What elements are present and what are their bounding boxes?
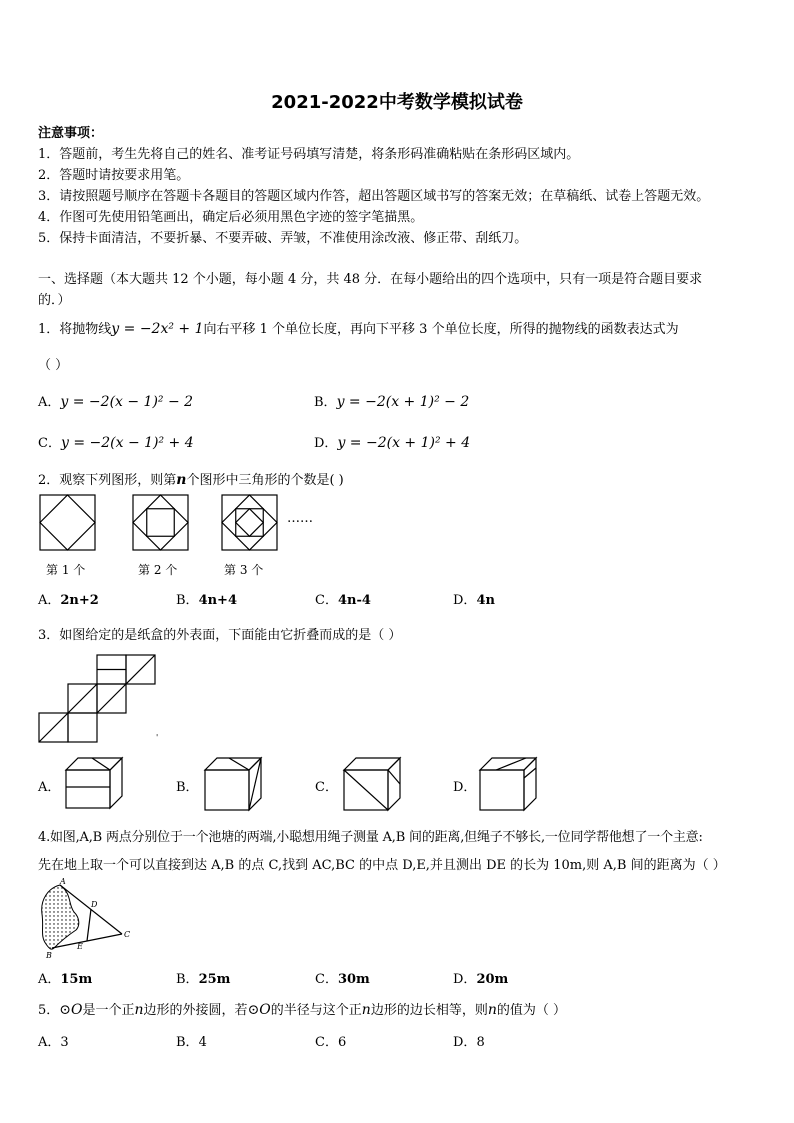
q5-var: n (361, 1002, 371, 1018)
q3-option-c-cube (342, 756, 404, 812)
option-label: A． (38, 1035, 61, 1050)
q2-var: n (176, 472, 187, 488)
q2-option-a[interactable] (38, 589, 99, 608)
option-label: B． (176, 1035, 199, 1050)
option-text: 25m (198, 972, 231, 987)
option-text: y = −2(x − 1)² + 4 (60, 435, 194, 451)
option-text: 4n-4 (337, 593, 371, 608)
question-4-cont: 先在地上取一个可以直接到达 A,B 的点 C,找到 AC,BC 的中点 D,E,并且测出 DE 的长为 10m,则 A,B 间的距离为（ ） (38, 858, 726, 873)
q5-text: 的值为（ ） (496, 1003, 567, 1018)
section-heading: 一、选择题（本大题共 12 个小题，每小题 4 分，共 48 分．在每小题给出的四个选项中，只有一项是符合题目要求 (38, 272, 703, 287)
q1-suffix: 向右平移 1 个单位长度，再向下平移 3 个单位长度，所得的抛物线的函数表达式为 (203, 322, 679, 337)
option-label: B． (314, 395, 337, 410)
option-text: y = −2(x + 1)² − 2 (336, 394, 470, 410)
option-text: 4n (476, 593, 495, 608)
q2-suffix: 个图形中三角形的个数是( ) (186, 473, 344, 488)
q2-caption-1: 第 1 个 (46, 563, 86, 577)
circle-o-symbol: ⊙O (247, 1002, 271, 1018)
q1-option-c[interactable] (38, 432, 194, 451)
q3-option-a-cube (64, 756, 126, 810)
q4-option-c[interactable] (315, 968, 370, 987)
q3-option-b[interactable]: B． (176, 780, 199, 795)
label-d: D (91, 900, 98, 909)
q5-text: 5． (38, 1003, 60, 1018)
q3-option-d[interactable]: D． (453, 780, 477, 795)
page-title: 2021-2022中考数学模拟试卷 (271, 92, 523, 113)
q5-text: 的半径与这个正 (270, 1003, 362, 1018)
q1-formula: y = −2x² + 1 (111, 321, 204, 337)
q2-option-b[interactable] (176, 589, 237, 608)
circle-o-symbol: ⊙O (59, 1002, 83, 1018)
q3-option-d-cube (478, 756, 540, 812)
option-label: D． (314, 436, 338, 451)
q2-figure-1 (40, 495, 96, 551)
option-label: D． (453, 1035, 477, 1050)
q4-option-b[interactable] (176, 968, 230, 987)
notice-item-2: 2．答题时请按要求用笔。 (38, 168, 190, 183)
q1-blank: （ ） (38, 358, 69, 373)
q5-text: 边形的外接圆，若 (143, 1003, 248, 1018)
q4-option-d[interactable] (453, 968, 508, 987)
q2-option-c[interactable] (315, 589, 371, 608)
question-2 (38, 469, 344, 488)
notice-item-1: 1．答题前，考生先将自己的姓名、准考证号码填写清楚，将条形码准确粘贴在条形码区域内。 (38, 147, 580, 162)
question-3: 3．如图给定的是纸盒的外表面，下面能由它折叠而成的是（ ） (38, 628, 402, 643)
q5-option-a[interactable] (38, 1031, 69, 1050)
option-label: A． (38, 593, 61, 608)
label-a: A (60, 877, 66, 886)
option-text: 30m (337, 972, 370, 987)
label-c: C (124, 930, 131, 939)
q5-var: n (134, 1002, 144, 1018)
option-text: 6 (337, 1035, 347, 1050)
question-4: 4.如图,A,B 两点分别位于一个池塘的两端,小聪想用绳子测量 A,B 间的距离,但绳子不够长,一位同学帮他想了一个主意: (38, 830, 703, 845)
notice-heading: 注意事项： (38, 126, 104, 141)
q5-text: 是一个正 (82, 1003, 135, 1018)
q1-option-d[interactable] (314, 432, 470, 451)
option-text: 3 (60, 1035, 69, 1050)
notice-item-3: 3．请按照题号顺序在答题卡各题目的答题区域内作答，超出答题区域书写的答案无效；在草稿纸、试卷上答题无效。 (38, 189, 710, 204)
q1-prefix: 1．将抛物线 (38, 322, 112, 337)
q5-text: 边形的边长相等，则 (370, 1003, 488, 1018)
option-label: B． (176, 972, 199, 987)
label-b: B (46, 951, 52, 960)
q2-caption-3: 第 3 个 (224, 563, 264, 577)
option-label: A． (38, 395, 61, 410)
option-label: D． (453, 972, 477, 987)
q2-ellipsis: …… (287, 511, 313, 526)
q3-mark: ' (156, 733, 159, 742)
option-label: C． (38, 436, 61, 451)
option-text: 4n+4 (198, 593, 237, 608)
notice-item-4: 4．作图可先使用铅笔画出，确定后必须用黑色字迹的签字笔描黑。 (38, 210, 424, 225)
question-5 (38, 999, 566, 1018)
option-label: C． (315, 972, 338, 987)
q5-option-b[interactable] (176, 1031, 207, 1050)
option-text: y = −2(x + 1)² + 4 (337, 435, 471, 451)
section-heading-cont: 的．） (38, 293, 71, 308)
q3-option-b-cube (203, 756, 265, 812)
option-text: 2n+2 (60, 593, 99, 608)
label-e: E (77, 942, 83, 951)
q3-option-a[interactable]: A． (38, 780, 61, 795)
q5-option-c[interactable] (315, 1031, 346, 1050)
option-label: B． (176, 593, 199, 608)
q2-caption-2: 第 2 个 (138, 563, 178, 577)
q1-option-b[interactable] (314, 391, 469, 410)
option-text: 8 (476, 1035, 485, 1050)
q5-var: n (487, 1002, 497, 1018)
q2-option-d[interactable] (453, 589, 495, 608)
option-text: y = −2(x − 1)² − 2 (60, 394, 194, 410)
q2-figure-2 (133, 495, 189, 551)
q4-pond-figure (36, 878, 136, 962)
q3-option-c[interactable]: C． (315, 780, 338, 795)
question-1 (38, 318, 679, 337)
option-label: A． (38, 972, 61, 987)
q2-prefix: 2．观察下列图形，则第 (38, 473, 177, 488)
q3-net-figure (38, 654, 160, 746)
q1-option-a[interactable] (38, 391, 193, 410)
q2-figure-3 (222, 495, 278, 551)
option-label: C． (315, 593, 338, 608)
notice-item-5: 5．保持卡面清洁，不要折暴、不要弄破、弄皱，不准使用涂改液、修正带、刮纸刀。 (38, 231, 528, 246)
option-text: 4 (198, 1035, 207, 1050)
option-label: C． (315, 1035, 338, 1050)
option-text: 20m (476, 972, 509, 987)
option-text: 15m (60, 972, 93, 987)
option-label: D． (453, 593, 477, 608)
q5-option-d[interactable] (453, 1031, 485, 1050)
q4-option-a[interactable] (38, 968, 92, 987)
